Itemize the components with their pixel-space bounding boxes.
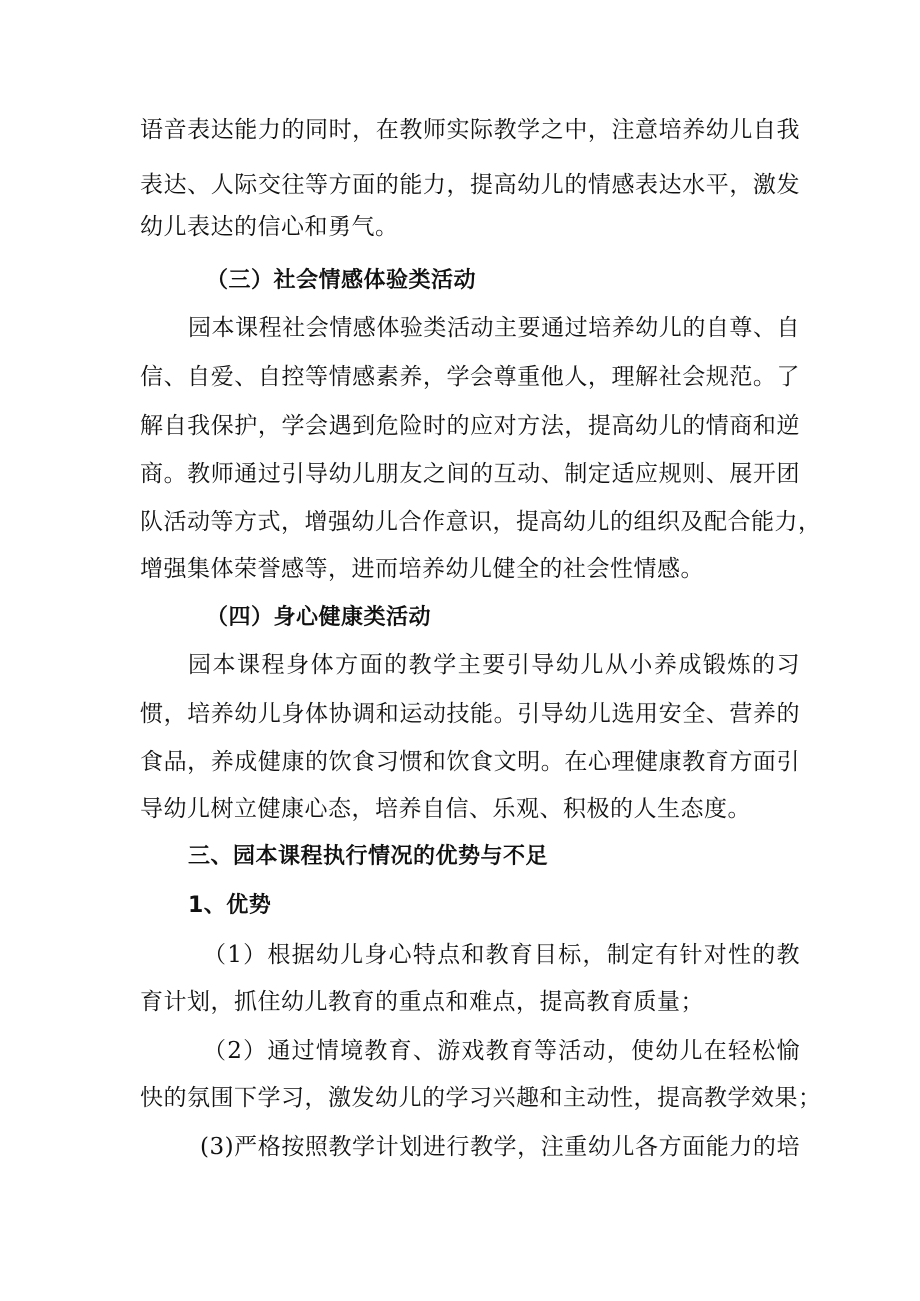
list-item-3: (3)严格按照教学计划进行教学，注重幼儿各方面能力的培 — [200, 1134, 800, 1160]
subsection-heading-advantages: 1、优势 — [188, 893, 272, 918]
paragraph-line: 信、自爱、自控等情感素养，学会尊重他人，理解社会规范。了 — [140, 364, 800, 390]
section-heading-social-emotion: （三）社会情感体验类活动 — [206, 268, 477, 293]
paragraph-line: 表达、人际交往等方面的能力，提高幼儿的情感表达水平，激发 — [140, 172, 800, 198]
paragraph-line: 园本课程身体方面的教学主要引导幼儿从小养成锻炼的习 — [188, 652, 800, 678]
paragraph-line: 导幼儿树立健康心态，培养自信、乐观、积极的人生态度。 — [140, 796, 751, 822]
paragraph-line: 解自我保护，学会遇到危险时的应对方法，提高幼儿的情商和逆 — [140, 413, 800, 439]
paragraph-line: 增强集体荣誉感等，进而培养幼儿健全的社会性情感。 — [140, 556, 704, 582]
section-heading-advantages-shortcomings: 三、园本课程执行情况的优势与不足 — [188, 844, 549, 869]
paragraph-line: 惯，培养幼儿身体协调和运动技能。引导幼儿选用安全、营养的 — [140, 701, 800, 727]
paragraph-line: 快的氛围下学习，激发幼儿的学习兴趣和主动性，提高教学效果； — [140, 1085, 822, 1111]
paragraph-line: 商。教师通过引导幼儿朋友之间的互动、制定适应规则、展开团 — [140, 461, 800, 487]
paragraph-line: 园本课程社会情感体验类活动主要通过培养幼儿的自尊、自 — [188, 315, 800, 341]
section-heading-health: （四）身心健康类活动 — [206, 605, 432, 630]
paragraph-line: 食品，养成健康的饮食习惯和饮食文明。在心理健康教育方面引 — [140, 749, 800, 775]
paragraph-line: 队活动等方式，增强幼儿合作意识，提高幼儿的组织及配合能力， — [140, 509, 822, 535]
paragraph-line: 语音表达能力的同时，在教师实际教学之中，注意培养幼儿自我 — [140, 117, 800, 143]
list-item-2: （2）通过情境教育、游戏教育等活动，使幼儿在轻松愉 — [203, 1038, 800, 1064]
paragraph-line: 育计划，抓住幼儿教育的重点和难点，提高教育质量； — [140, 989, 704, 1015]
paragraph-line: 幼儿表达的信心和勇气。 — [140, 214, 399, 240]
list-item-1: （1）根据幼儿身心特点和教育目标，制定有针对性的教 — [203, 942, 800, 968]
